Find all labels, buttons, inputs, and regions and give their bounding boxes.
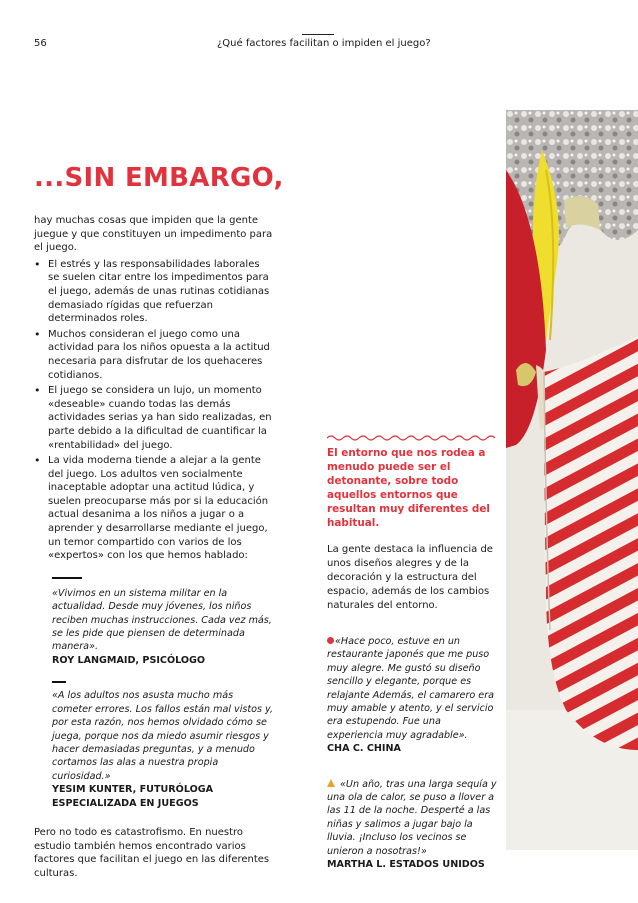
testimonial-text: «Hace poco, estuve en un restaurante japonés que me puso muy alegre. Me gustó su diseño sencillo y elegante, porque es relajante Además, el camarero era muy amable y atento, y el servicio era estupendo. Fue una experiencia muy agradable». (327, 636, 495, 741)
intro-paragraph: hay muchas cosas que impiden que la gente juegue y que constituyen un impedimento para el juego. (34, 215, 273, 254)
list-item: • El estrés y las responsabilidades laborales se suelen citar entre los impedimentos para el juego, además de unas rutinas cotidianas demasiado rígidas que refuerzan determinados roles. (34, 258, 274, 326)
page-number: 56 (34, 38, 47, 49)
right-column (327, 446, 497, 872)
left-column (34, 214, 274, 880)
running-title: ¿Qué factores facilitan o impiden el juego? (217, 38, 431, 49)
header-rule (302, 34, 334, 35)
list-item: • La vida moderna tiende a alejar a la gente del juego. Los adultos ven socialmente inaceptable adoptar una actitud lúdica, y suelen preocuparse más por si la educación actual desanima a los niños a jugar o a aprender y desarrollarse mediante el juego, un temor compartido con varios de los «expertos» con los que hemos hablado: (34, 454, 274, 563)
section-heading: ...SIN EMBARGO, (34, 163, 284, 193)
testimonial-author: CHA C. CHINA (327, 743, 401, 755)
highlight-statement: El entorno que nos rodea a menudo puede ser el detonante, sobre todo aquellos entornos que resultan muy diferentes del habitual. (327, 447, 490, 529)
list-item: • Muchos consideran el juego como una actividad para los niños opuesta a la actitud necesaria para disfrutar de los quehaceres cotidianos. (34, 328, 274, 382)
testimonial-text: «Un año, tras una larga sequía y una ola de calor, se puso a llover a las 11 de la noche. Desperté a las niñas y salimos a jugar bajo la lluvia. ¡Incluso los vecinos se unieron a nosotras!» (327, 778, 497, 857)
quote-author: ROY LANGMAID, PSICÓLOGO (52, 654, 206, 666)
triangle-icon (327, 779, 335, 787)
quote-author-affiliation: ESPECIALIZADA EN JUEGOS (52, 797, 199, 809)
testimonial (327, 635, 497, 756)
red-dot-icon (327, 637, 334, 644)
quote-divider (52, 577, 82, 579)
quote-text: «A los adultos nos asusta mucho más cometer errores. Los fallos están mal vistos y, por esta razón, nos hemos olvidado cómo se juega, porque nos da miedo asumir riesgos y hacer demasiadas preguntas, y a menudo cortamos las alas a nuestra propia curiosidad.» (52, 690, 274, 782)
body-paragraph: La gente destaca la influencia de unos diseños alegres y de la decoración y la estructura del espacio, además de los cambios naturales del entorno. (327, 544, 493, 611)
decorative-photo (506, 110, 638, 850)
closing-paragraph: Pero no todo es catastrofismo. En nuestro estudio también hemos encontrado varios factores que facilitan el juego en las diferentes culturas. (34, 826, 270, 879)
testimonial-author: MARTHA L. ESTADOS UNIDOS (327, 859, 485, 871)
quote-divider (52, 681, 66, 683)
quote-author: YESIM KUNTER, FUTURÓLOGA (52, 784, 214, 796)
list-item: • El juego se considera un lujo, un momento «deseable» cuando todas las demás actividades serias ya han sido realizadas, en parte debido a la dificultad de cuantificar la «rentabilidad» del juego. (34, 384, 274, 452)
quote-text: «Vivimos en un sistema militar en la actualidad. Desde muy jóvenes, los niños reciben muchas instrucciones. Cada vez más, se les pide que piensen de determinada manera». (52, 587, 272, 653)
wave-divider (327, 434, 497, 442)
testimonial (327, 778, 497, 872)
impediments-list (34, 258, 274, 563)
